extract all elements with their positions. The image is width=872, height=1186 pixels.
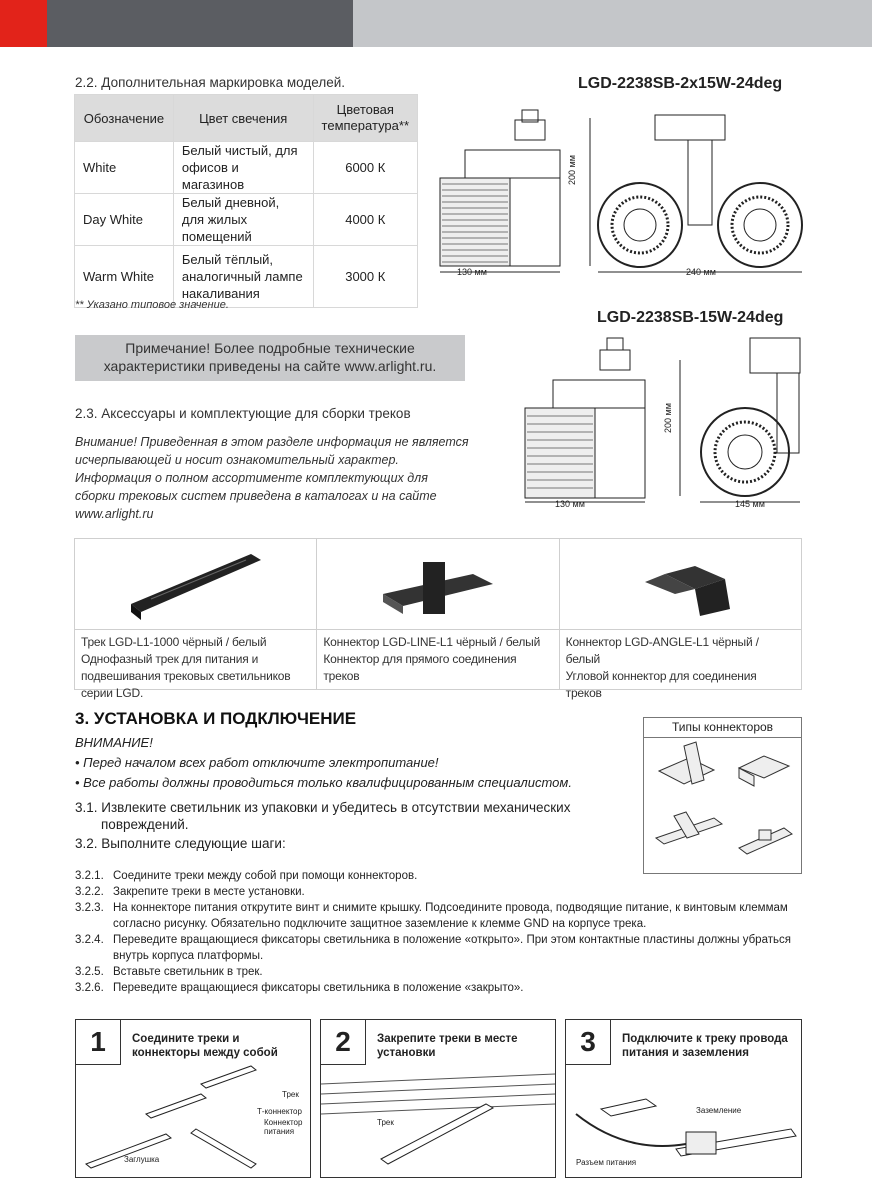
accessory-text bbox=[317, 629, 558, 689]
table-cell: Белый чистый, для офисов и магазинов bbox=[173, 142, 313, 194]
step-text: Переведите вращающиеся фиксаторы светильника в положение «открыто». При этом контактные пластины должны убраться внутрь корпуса платформы. bbox=[113, 934, 791, 962]
note-box bbox=[75, 335, 465, 381]
table-cell: 4000 К bbox=[313, 194, 417, 246]
dim-width: 240 мм bbox=[686, 267, 716, 277]
accessory-text bbox=[75, 629, 316, 706]
accessory-desc: Однофазный трек для питания и подвешивания трековых светильников серии LGD. bbox=[81, 652, 291, 700]
header-bar-light bbox=[353, 0, 872, 47]
table-header: Обозначение bbox=[75, 95, 174, 142]
table-row bbox=[75, 142, 418, 194]
table-cell: Day White bbox=[75, 194, 174, 246]
table-cell: White bbox=[75, 142, 174, 194]
table-cell: Белый дневной, для жилых помещений bbox=[173, 194, 313, 246]
install-panel-2 bbox=[320, 1019, 556, 1178]
accessory-angle-connector bbox=[560, 539, 801, 700]
step-num: 3.2.3. bbox=[75, 902, 104, 914]
section-22-title: 2.2. Дополнительная маркировка моделей. bbox=[75, 75, 345, 90]
panel-number: 2 bbox=[321, 1020, 366, 1065]
step-row bbox=[75, 868, 801, 884]
step-num: 3.2.4. bbox=[75, 934, 104, 946]
accessory-title: Коннектор LGD-LINE-L1 чёрный / белый bbox=[323, 635, 541, 649]
step-num: 3.2.5. bbox=[75, 966, 104, 978]
step-row bbox=[75, 884, 801, 900]
label-track: Трек bbox=[282, 1090, 299, 1099]
step-row bbox=[75, 900, 801, 932]
step-32: 3.2. Выполните следующие шаги: bbox=[75, 836, 286, 851]
line-connector-image bbox=[317, 539, 558, 629]
dim-depth: 130 мм bbox=[457, 267, 487, 277]
step-num: 3.2.1. bbox=[75, 870, 104, 882]
accessory-track bbox=[75, 539, 317, 700]
step-text: Переведите вращающиеся фиксаторы светильника в положение «закрыто». bbox=[113, 982, 524, 994]
warning-item: • Перед началом всех работ отключите электропитание! bbox=[75, 755, 439, 770]
label-cap: Заглушка bbox=[124, 1155, 160, 1164]
accessory-line-connector bbox=[317, 539, 559, 689]
connector-types-icons bbox=[644, 738, 801, 873]
install-panel-3 bbox=[565, 1019, 802, 1178]
panel-title: Соедините треки и коннекторы между собой bbox=[132, 1033, 278, 1059]
model-drawing-single bbox=[515, 330, 805, 510]
attention-label: ВНИМАНИЕ! bbox=[75, 735, 153, 750]
warnings-list bbox=[75, 753, 572, 793]
accessory-desc: Коннектор для прямого соединения треков bbox=[323, 652, 517, 683]
panel-title: Подключите к треку провода питания и заземления bbox=[622, 1033, 788, 1059]
table-cell: Warm White bbox=[75, 246, 174, 308]
spec-table bbox=[74, 94, 418, 308]
panel-number: 1 bbox=[76, 1020, 121, 1065]
label-t-connector: Т-коннектор bbox=[257, 1107, 302, 1116]
paragraph-line: повреждений. bbox=[101, 817, 189, 832]
warning-item: • Все работы должны проводиться только квалифицированным специалистом. bbox=[75, 775, 572, 790]
step-num: 3.2.6. bbox=[75, 982, 104, 994]
step-text: Закрепите треки в месте установки. bbox=[113, 886, 305, 898]
accessory-text bbox=[560, 629, 801, 706]
section-23-warning: Внимание! Приведенная в этом разделе информация не является исчерпывающей и носит ознакомительный характер. Информация о полном ассортименте комплектующих для сборки трековых систем приведена в каталогах и на сайте www.arlight.ru bbox=[75, 435, 469, 521]
dim-depth: 130 мм bbox=[555, 499, 585, 509]
note-line: Примечание! Более подробные технические bbox=[125, 340, 415, 356]
section-3-title: 3. УСТАНОВКА И ПОДКЛЮЧЕНИЕ bbox=[75, 709, 357, 728]
step-text: Соедините треки между собой при помощи коннекторов. bbox=[113, 870, 418, 882]
step-31 bbox=[75, 799, 570, 833]
step-row bbox=[75, 964, 801, 980]
panel-number: 3 bbox=[566, 1020, 611, 1065]
label-track: Трек bbox=[377, 1118, 394, 1127]
label-ground: Заземление bbox=[696, 1106, 742, 1115]
section-23-title: 2.3. Аксессуары и комплектующие для сборки треков bbox=[75, 406, 411, 421]
angle-connector-image bbox=[560, 539, 801, 629]
dim-height: 200 мм bbox=[663, 403, 673, 433]
table-header: Цветовая температура** bbox=[313, 95, 417, 142]
model-title: LGD-2238SB-15W-24deg bbox=[597, 309, 784, 326]
model-drawing-double bbox=[430, 100, 810, 285]
paragraph-line: 3.1. Извлеките светильник из упаковки и убедитесь в отсутствии механических bbox=[75, 800, 571, 815]
step-num: 3.2.2. bbox=[75, 886, 104, 898]
step-row bbox=[75, 980, 801, 996]
step-row bbox=[75, 932, 801, 964]
table-footnote: ** Указано типовое значение. bbox=[75, 299, 229, 311]
track-image bbox=[75, 539, 316, 629]
accessory-title: Коннектор LGD-ANGLE-L1 чёрный / белый bbox=[565, 635, 759, 666]
panel-2-drawing bbox=[321, 1064, 555, 1174]
label-power-connector: Коннектор питания bbox=[264, 1118, 303, 1136]
connector-types-box bbox=[643, 717, 802, 874]
header-bar-red bbox=[0, 0, 47, 47]
table-header: Цвет свечения bbox=[173, 95, 313, 142]
dim-width: 145 мм bbox=[735, 499, 765, 509]
table-cell: Белый тёплый, аналогичный лампе накаливания bbox=[173, 246, 313, 308]
accessory-desc: Угловой коннектор для соединения треков bbox=[565, 669, 757, 700]
dim-height: 200 мм bbox=[567, 155, 577, 185]
steps-list bbox=[75, 868, 801, 996]
model-title: LGD-2238SB-2x15W-24deg bbox=[578, 75, 783, 92]
step-text: На коннекторе питания открутите винт и снимите крышку. Подсоедините провода, подводящие питание, к винтовым клеммам согласно рисунку. Обязательно подключите защитное заземление к клемме GND на корпусе трека. bbox=[113, 902, 788, 930]
connector-types-title: Типы коннекторов bbox=[644, 718, 801, 738]
install-panel-1 bbox=[75, 1019, 311, 1178]
label-power-socket: Разъем питания bbox=[576, 1158, 637, 1167]
note-line: характеристики приведены на сайте www.arlight.ru. bbox=[103, 358, 437, 374]
accessory-title: Трек LGD-L1-1000 чёрный / белый bbox=[81, 635, 267, 649]
panel-title: Закрепите треки в месте установки bbox=[377, 1033, 518, 1059]
table-cell: 6000 К bbox=[313, 142, 417, 194]
table-cell: 3000 К bbox=[313, 246, 417, 308]
step-text: Вставьте светильник в трек. bbox=[113, 966, 263, 978]
accessories-table bbox=[74, 538, 802, 700]
table-row bbox=[75, 194, 418, 246]
header-bar-dark bbox=[47, 0, 353, 47]
